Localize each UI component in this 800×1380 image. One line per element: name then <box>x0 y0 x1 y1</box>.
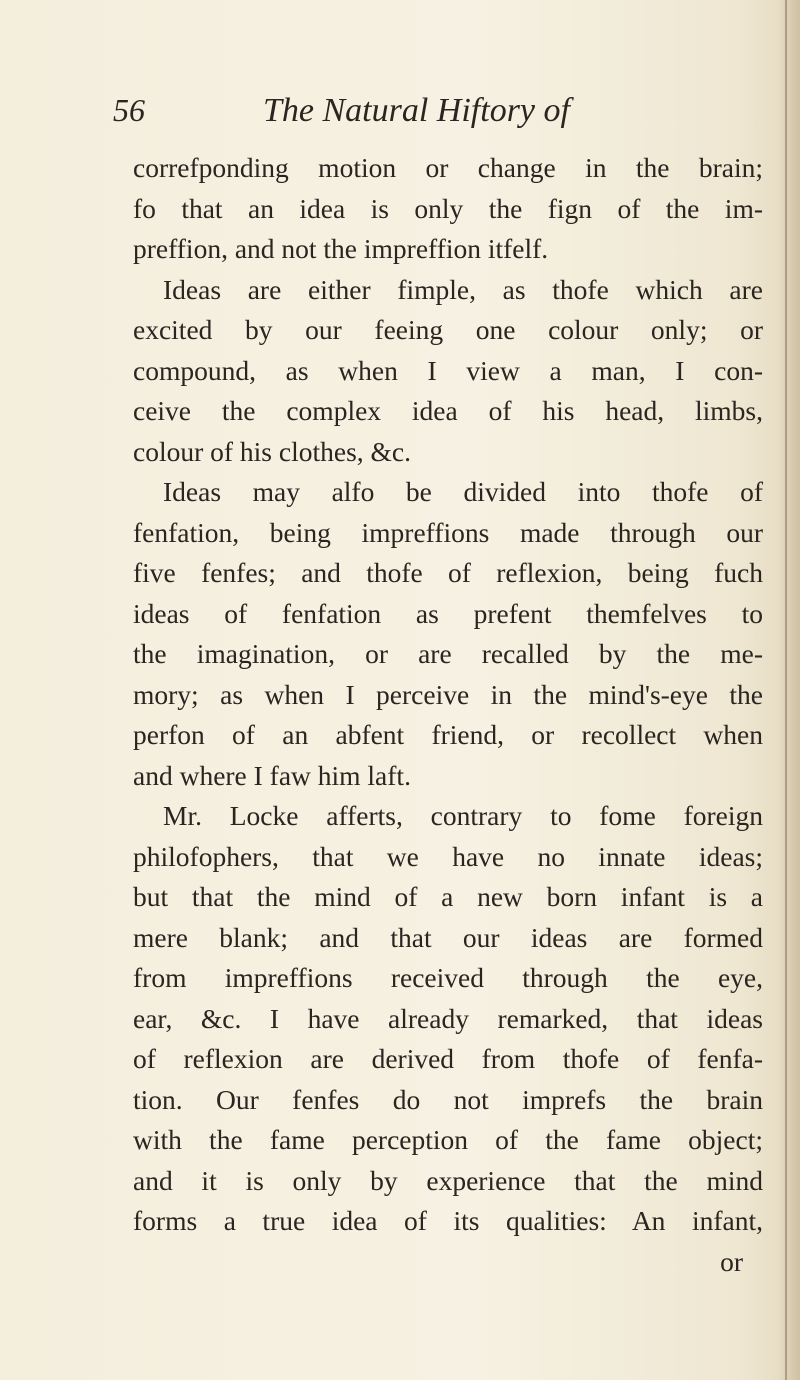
text-line: and it is only by experience that the mind <box>133 1164 763 1196</box>
text-line: Mr. Locke afferts, contrary to fome foreign <box>163 800 763 831</box>
text-line: ear, &c. I have already remarked, that ideas <box>133 1002 763 1034</box>
page-header <box>113 92 773 138</box>
text-line: mory; as when I perceive in the mind's-eye the <box>133 678 763 710</box>
page-edge-line <box>785 0 787 1380</box>
running-head: The Natural Hiftory of <box>263 92 570 129</box>
text-line: but that the mind of a new born infant is a <box>133 881 763 912</box>
text-line: ideas of fenfation as prefent themfelves to <box>133 597 763 629</box>
page-edge-shadow <box>778 0 800 1380</box>
page-number: 56 <box>113 92 145 128</box>
text-line: excited by our feeing one colour only; or <box>133 314 763 345</box>
text-line: ceive the complex idea of his head, limbs, <box>133 395 763 426</box>
text-line: fenfation, being impreffions made through our <box>133 516 763 548</box>
text-line: and where I faw him laft. <box>133 759 411 791</box>
text-line: tion. Our fenfes do not imprefs the brain <box>133 1083 763 1115</box>
text-line: preffion, and not the impreffion itfelf. <box>133 233 549 264</box>
text-line: with the fame perception of the fame object; <box>133 1124 763 1155</box>
text-line: correfponding motion or change in the brain; <box>133 152 763 183</box>
text-line: compound, as when I view a man, I con- <box>133 354 763 386</box>
text-line: of reflexion are derived from thofe of fenfa- <box>133 1043 763 1074</box>
text-line: colour of his clothes, &c. <box>133 435 411 467</box>
text-line: five fenfes; and thofe of reflexion, being fuch <box>133 557 763 588</box>
text-line: Ideas may alfo be divided into thofe of <box>163 476 763 507</box>
text-line: from impreffions received through the eye, <box>133 962 763 993</box>
body-text <box>133 148 763 1282</box>
text-line: the imagination, or are recalled by the me- <box>133 638 763 669</box>
text-line: forms a true idea of its qualities: An infant, <box>133 1205 763 1236</box>
text-line: Ideas are either fimple, as thofe which are <box>163 273 763 305</box>
text-line: perfon of an abfent friend, or recollect when <box>133 719 763 750</box>
text-line: fo that an idea is only the fign of the im- <box>133 192 763 224</box>
text-line: mere blank; and that our ideas are formed <box>133 921 763 953</box>
text-line: philofophers, that we have no innate ideas; <box>133 840 763 872</box>
catchword: or <box>720 1245 743 1277</box>
